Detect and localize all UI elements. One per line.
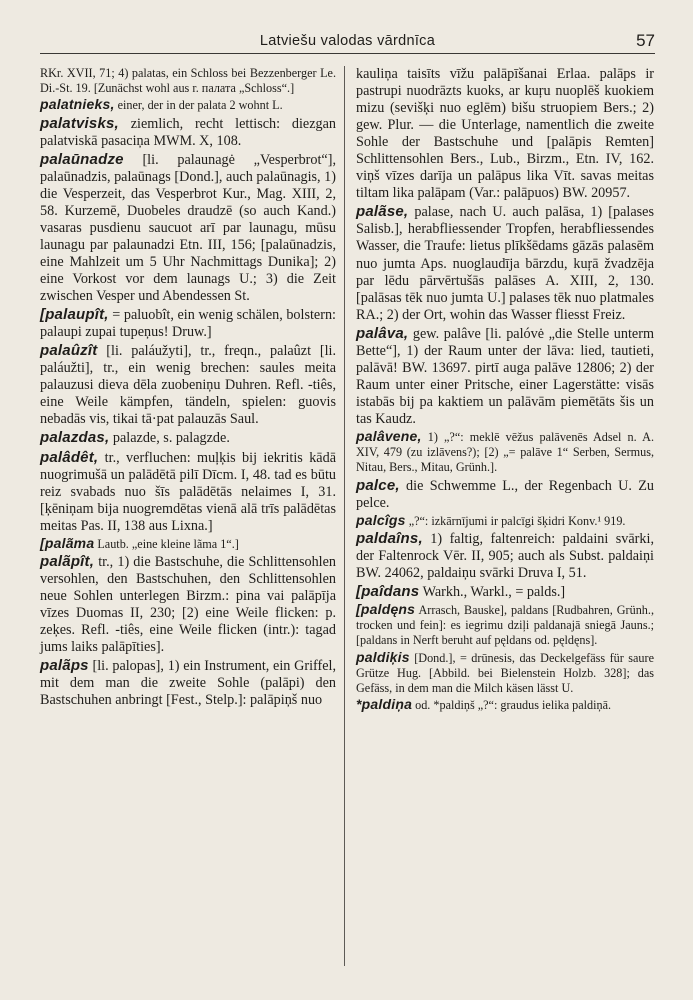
dictionary-entry	[356, 530, 654, 582]
entry-headword: paldaîns,	[356, 529, 423, 547]
entry-definition: [li. palopas], 1) ein Instrument, ein Griffel, mit dem man die zweite Sohle (palāpi) den Bastschuhen anbringt [Fest., Stelp.]: palāpiņš nuo	[40, 658, 336, 709]
entry-headword: [palaupît,	[40, 306, 109, 324]
dictionary-entry	[40, 429, 336, 447]
entry-definition: [li. palaunagė „Vesperbrot“], palaūnadzis, palaūnags [Dond.], auch palaūnagis, 1) die Vesperzeit, das Vesperbrot Kur., Mag. XIII, 2, 58. Kurzemē, Duobeles draudzē (so auch Kand.) vasaras pusdienu saucuot arī par launagu, mūsu launagu par palaunadzi Etn. III, 156; [palaūnadzis, eine Mahlzeit um 5 Uhr Nachmittags Dunika]; 2) eine Vorkost vor dem launags U.; 3) die Zeit zwischen Vesper und Abendessen St.	[40, 151, 336, 305]
dictionary-entry	[356, 602, 654, 649]
entry-definition: „?“: izkārnījumi ir palcīgi šķidri Konv.¹ 919.	[405, 513, 626, 528]
entry-definition: kauliņa taisīts vīžu palāpīšanai Erlaa. palāps ir pastrupi nuodrāzts kuoks, ar kuŗu nuoplēš kuokiem mizu (sevišķi nuo eglēm) bišu struopiem Bers.; 2) gew. Plur. — die Unterlage, namentlich die zweite Sohle der Bastschuhe und [palāpis Remten] Schlittensohlen Bers., Lub., Birzm., Etn. IV, 162. viņš vīzes darīja un palāpus lika Vīt. savas meitas tiltam lika palāpam (Var.: palāpuos) BW. 20957.	[356, 66, 654, 202]
entry-definition: Warkh., Warkl., = palds.]	[419, 584, 566, 601]
entry-headword: palâvene,	[356, 427, 422, 444]
dictionary-entry	[40, 553, 336, 656]
entry-headword: palazdas,	[40, 429, 110, 447]
entry-headword: palatnieks,	[40, 96, 115, 113]
page-number: 57	[636, 31, 655, 50]
entry-definition: 1) faltig, faltenreich: paldaini svārki, der Faltenrock Vēr. II, 905; auch als Subst. paldaiņi BW. 24062, paldaiņu svārki Druva I, 51.	[356, 530, 654, 581]
right-column	[356, 66, 654, 715]
dictionary-entry	[40, 536, 336, 552]
dictionary-entry	[356, 66, 654, 202]
entry-headword: palaūnadze	[40, 150, 124, 168]
dictionary-entry	[40, 115, 336, 150]
entry-headword: palcîgs	[356, 511, 406, 528]
dictionary-entry	[40, 342, 336, 428]
entry-definition: Lautb. „eine kleine lãma 1“.]	[94, 536, 239, 551]
dictionary-entry	[356, 477, 654, 512]
entry-definition: tr., verfluchen: muļķis bij iekritis kādā nuogrimušā un palādētā pilī Dīcm. I, 48. tad es būtu reiz svabads nuo šīs palādētās nelaimes I, 31. [ķēniņam bija nuogremdētas vienā alā trīs palādētas meitas Pas. II, 138 aus Lixna.]	[40, 449, 336, 534]
entry-headword: palãse,	[356, 203, 409, 221]
entry-headword: [palãma	[40, 534, 95, 551]
column-divider	[344, 66, 345, 966]
left-column	[40, 66, 336, 710]
dictionary-entry	[40, 66, 336, 96]
entry-definition: 1) „?“: meklē vēžus palāvenēs Adsel n. A. XIV, 479 (zu izlāvens?); [2) „= palāve 1“ Serben, Sermus, Nitau, Bers., Mitau, Grünh.].	[356, 429, 654, 475]
entry-definition: die Schwemme L., der Regenbach U. Zu pelce.	[356, 477, 654, 511]
dictionary-entry	[40, 151, 336, 305]
entry-definition: palazde, s. palagzde.	[109, 430, 230, 447]
entry-headword: palaûzît	[40, 342, 98, 360]
entry-definition: = paluobît, ein wenig schälen, bolstern: palaupi zupai tupeņus! Druw.]	[40, 307, 336, 341]
entry-headword: palâva,	[356, 324, 409, 342]
dictionary-entry	[356, 513, 654, 529]
entry-headword: palce,	[356, 476, 400, 494]
entry-headword: palãps	[40, 657, 89, 675]
entry-definition: palase, nach U. auch palāsa, 1) [palases Salisb.], herabfliessender Tropfen, herabfliessendes Wasser, die Traufe: lietus plīkšēdams gāzās palasēm nuo jumta Aps. nuoglaudīja bārzdu, kuŗā žvadzēja par lēdu pārvērtušās palāses A. XIII, 2, 130. [palāsas tēk nuo jumta U.] palases tēk nuo platmales RA.; 2) der Ort, wohin das Wasser fliesst Freiz.	[356, 204, 654, 323]
dictionary-entry	[356, 203, 654, 323]
entry-headword: *paldiņa	[356, 696, 413, 713]
entry-definition: ziemlich, recht lettisch: diezgan palatviskā pasaciņa MWM. X, 108.	[40, 115, 336, 149]
dictionary-entry	[40, 97, 336, 113]
dictionary-entry	[40, 449, 336, 535]
entry-definition: RKr. XVII, 71; 4) palatas, ein Schloss bei Bezzenberger Le. Di.-St. 19. [Zunächst wohl aus r. палата „Schloss“.]	[40, 66, 336, 96]
dictionary-entry	[356, 325, 654, 428]
entry-headword: paldiķis	[356, 648, 410, 665]
entry-definition: [Dond.], = drūnesis, das Deckelgefäss für saure Grütze Hug. [Abbild. bei Bielenstein Holzb. 328]; das Gefäss, in dem man die Milch käsen lässt U.	[356, 650, 654, 696]
entry-definition: gew. palâve [li. palóvė „die Stelle unterm Bette“], 1) der Raum unter der lāva: lied, tautieti, palāvā! BW. 13697. pirtī auga palāve 12806; 2) der Raum unter einer Pritsche, einer Lagerstätte: visās istabās bij pa kaktiem un palāvām piemētāts šis un tas Kaudz.	[356, 325, 654, 427]
entry-headword: palâdêt,	[40, 448, 99, 466]
entry-headword: [paîdans	[356, 583, 420, 601]
page-header	[40, 31, 655, 54]
entry-definition: einer, der in der palata 2 wohnt L.	[114, 98, 283, 113]
entry-headword: palatvisks,	[40, 114, 119, 132]
entry-definition: tr., 1) die Bastschuhe, die Schlittensohlen versohlen, den Bastschuhen, den Schlittensohlen neue Sohlen unterlegen Birzm.: pina vai palāpīja vīzes Duomas II, 230; [2) eine Weile flicken: p. zeķes. Refl. -tiês, eine Weile flicken (intr.): tagad jums laiks palāpīties].	[40, 553, 336, 656]
dictionary-entry	[40, 657, 336, 709]
entry-definition: od. *paldiņš „?“: graudus ielika paldiņā.	[412, 698, 612, 713]
entry-headword: [paldęns	[356, 601, 416, 618]
dictionary-entry	[356, 650, 654, 697]
entry-definition: [li. paláužyti], tr., freqn., palaûzt [li. paláužti], tr., ein wenig brechen: saules meita palauzusi dieva dēla zuobeniņu Duhren. Refl. -tiês, eine Weile kämpfen, tändeln, spielen: guovis nebadās vis, tikai tā·pat palauzās Saul.	[40, 343, 336, 428]
entry-definition: Arrasch, Bauske], paldans [Rudbahren, Grünh., trocken und fein]: es iegrimu dziļi paldanajā sniegā Jauns.; [paldans in Nerft beruht auf pęldans od. pęldęns].	[356, 603, 654, 648]
dictionary-entry	[356, 583, 654, 601]
dictionary-entry	[356, 429, 654, 476]
dictionary-entry	[40, 306, 336, 341]
entry-headword: palãpît,	[40, 552, 95, 570]
running-title: Latviešu valodas vārdnīca	[259, 33, 436, 49]
dictionary-entry	[356, 697, 654, 713]
